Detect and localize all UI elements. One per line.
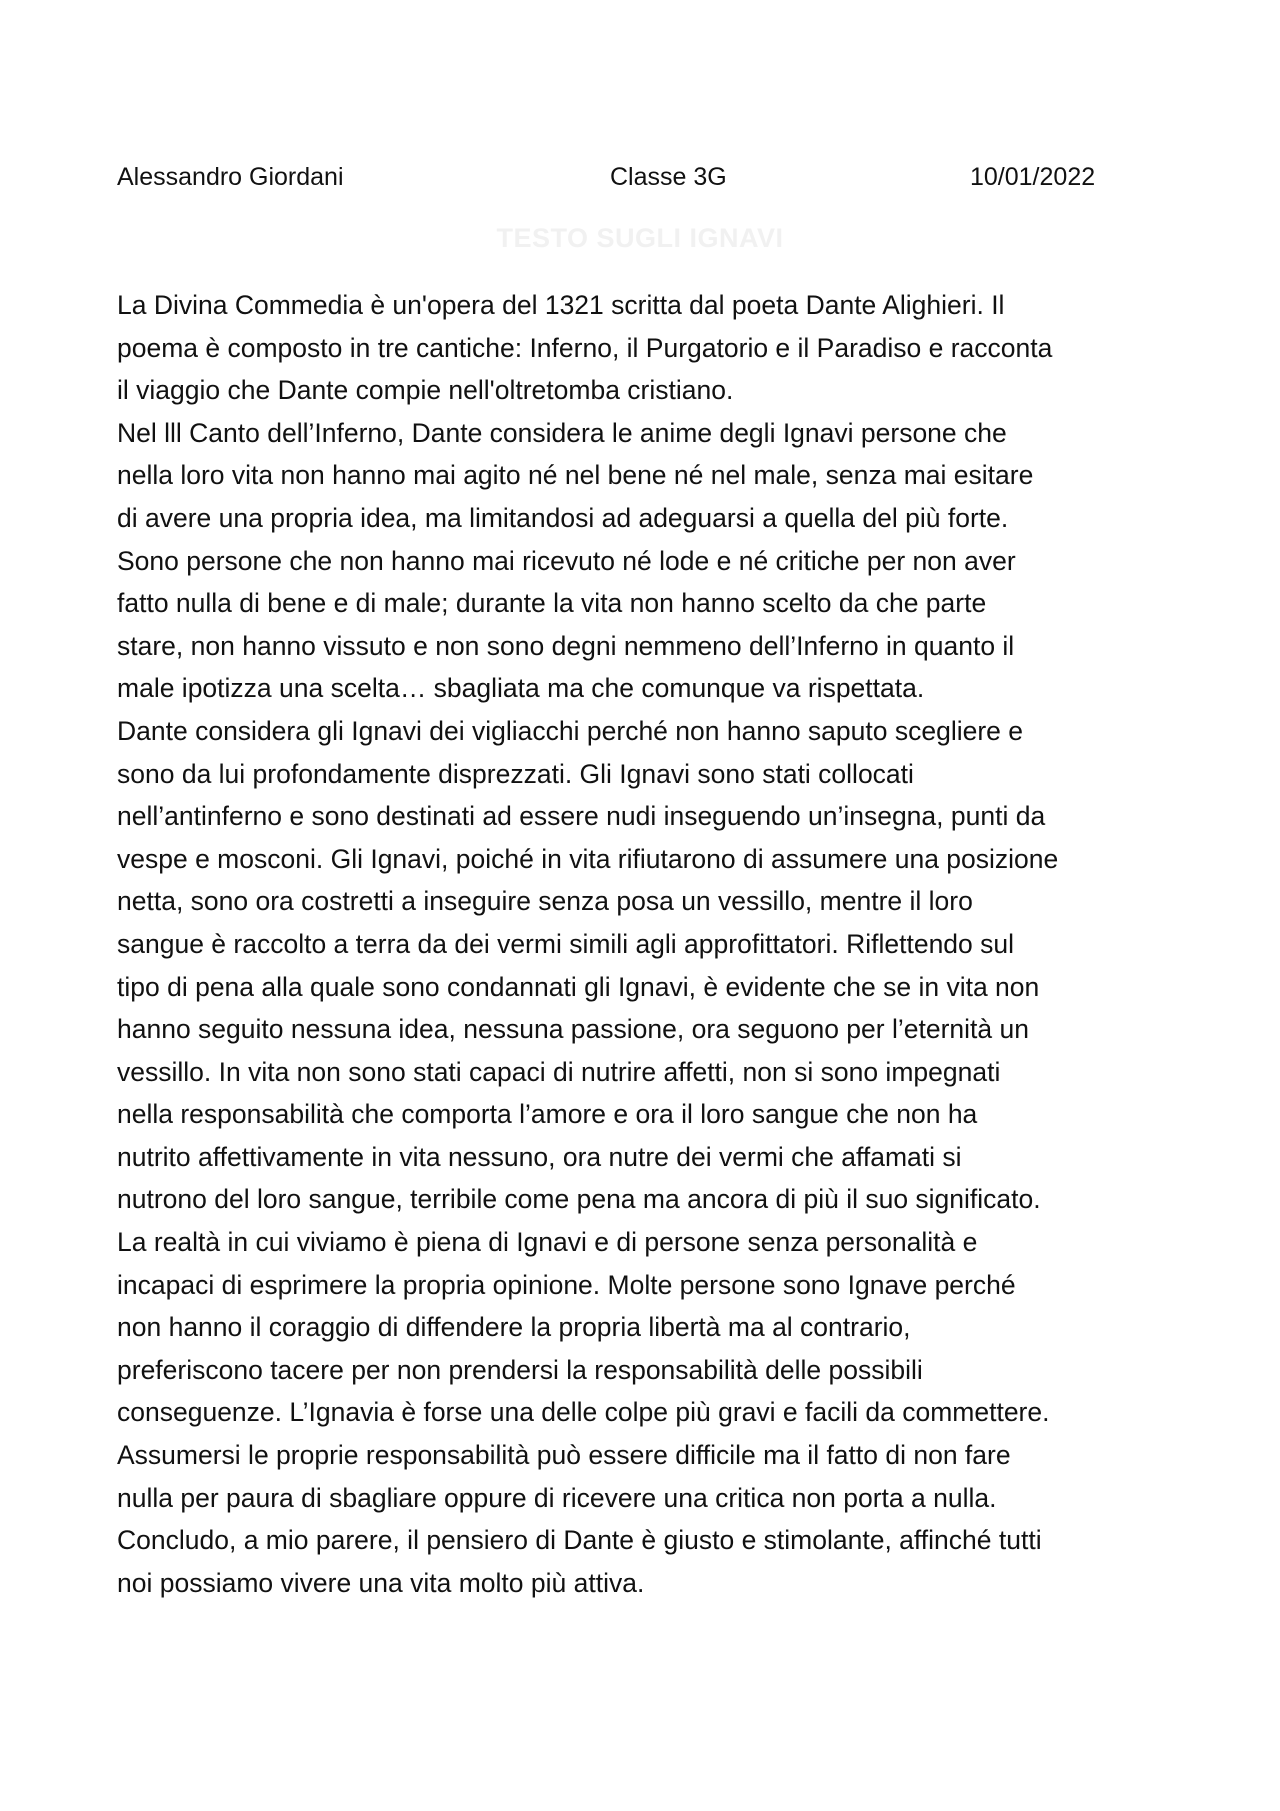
body-line: il viaggio che Dante compie nell'oltretomba cristiano.	[117, 375, 734, 406]
body-line: La Divina Commedia è un'opera del 1321 scritta dal poeta Dante Alighieri. Il	[117, 290, 1005, 320]
body-line: noi possiamo vivere una vita molto più attiva.	[117, 1567, 645, 1598]
author-name: Alessandro Giordani	[117, 163, 344, 191]
body-line: nella loro vita non hanno mai agito né nel bene né nel male, senza mai esitare	[117, 460, 1034, 491]
body-line: hanno seguito nessuna idea, nessuna passione, ora seguono per l’eternità un	[117, 1014, 1029, 1045]
document-date: 10/01/2022	[970, 163, 1096, 191]
body-line: sangue è raccolto a terra da dei vermi simili agli approfittatori. Riflettendo sul	[117, 928, 1015, 959]
body-line: stare, non hanno vissuto e non sono degni nemmeno dell’Inferno in quanto il	[117, 630, 1015, 661]
body-line: preferiscono tacere per non prendersi la responsabilità delle possibili	[117, 1354, 923, 1385]
body-line: conseguenze. L’Ignavia è forse una delle colpe più gravi e facili da commettere.	[117, 1397, 1050, 1428]
body-line: male ipotizza una scelta… sbagliata ma che comunque va rispettata.	[117, 673, 925, 704]
body-line: nell’antinferno e sono destinati ad essere nudi inseguendo un’insegna, punti da	[117, 801, 1046, 832]
body-line: sono da lui profondamente disprezzati. Gli Ignavi sono stati collocati	[117, 758, 914, 789]
body-line: nutrono del loro sangue, terribile come pena ma ancora di più il suo significato.	[117, 1184, 1041, 1215]
body-line: Nel lll Canto dell’Inferno, Dante considera le anime degli Ignavi persone che	[117, 417, 1007, 448]
body-line: fatto nulla di bene e di male; durante la vita non hanno scelto da che parte	[117, 588, 987, 619]
body-line: Sono persone che non hanno mai ricevuto né lode e né critiche per non aver	[117, 545, 1016, 576]
essay-body	[117, 284, 1177, 1604]
body-line: tipo di pena alla quale sono condannati gli Ignavi, è evidente che se in vita non	[117, 971, 1040, 1002]
body-line: incapaci di esprimere la propria opinione. Molte persone sono Ignave perché	[117, 1269, 1016, 1300]
class-label: Classe 3G	[610, 163, 727, 191]
document-title: TESTO SUGLI IGNAVI	[496, 223, 784, 253]
body-line: Concludo, a mio parere, il pensiero di Dante è giusto e stimolante, affinché tutti	[117, 1525, 1042, 1556]
body-line: nulla per paura di sbagliare oppure di ricevere una critica non porta a nulla.	[117, 1482, 997, 1513]
body-line: nutrito affettivamente in vita nessuno, ora nutre dei vermi che affamati si	[117, 1141, 962, 1172]
body-line: Assumersi le proprie responsabilità può essere difficile ma il fatto di non fare	[117, 1440, 1011, 1471]
body-line: Dante considera gli Ignavi dei vigliacchi perché non hanno saputo scegliere e	[117, 715, 1023, 746]
body-line: di avere una propria idea, ma limitandosi ad adeguarsi a quella del più forte.	[117, 502, 1009, 533]
body-line: vessillo. In vita non sono stati capaci di nutrire affetti, non si sono impegnati	[117, 1056, 1001, 1087]
body-line: La realtà in cui viviamo è piena di Ignavi e di persone senza personalità e	[117, 1227, 978, 1258]
document-header	[117, 160, 1117, 194]
body-line: non hanno il coraggio di diffendere la propria libertà ma al contrario,	[117, 1312, 911, 1343]
body-line: nella responsabilità che comporta l’amore e ora il loro sangue che non ha	[117, 1099, 978, 1130]
body-line: vespe e mosconi. Gli Ignavi, poiché in vita rifiutarono di assumere una posizione	[117, 843, 1059, 874]
body-line: netta, sono ora costretti a inseguire senza posa un vessillo, mentre il loro	[117, 886, 973, 917]
body-line: poema è composto in tre cantiche: Inferno, il Purgatorio e il Paradiso e racconta	[117, 332, 1053, 363]
